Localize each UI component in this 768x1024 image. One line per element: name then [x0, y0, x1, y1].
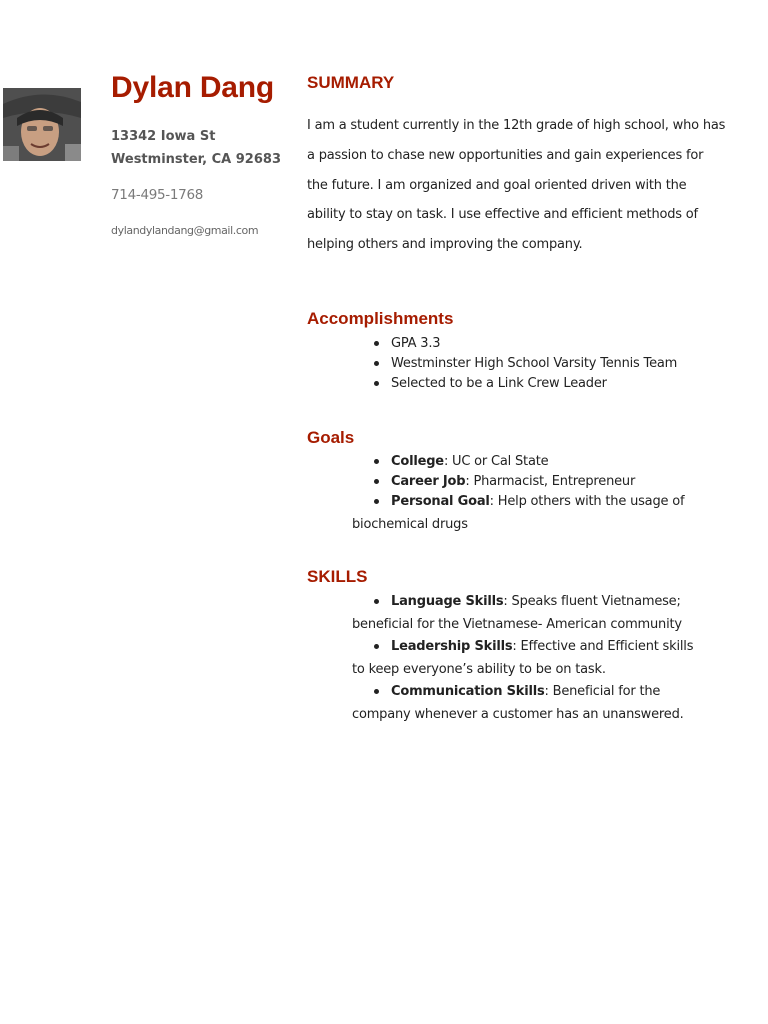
accomplishment-text: GPA 3.3	[391, 336, 441, 351]
accomplishment-text: Westminster High School Varsity Tennis Team	[391, 356, 678, 371]
goals-heading: Goals	[307, 428, 355, 447]
phone-number: 714-495-1768	[111, 187, 204, 203]
skill-text: : Effective and Efficient skills	[512, 639, 694, 654]
summary-heading: SUMMARY	[307, 73, 395, 92]
summary-text: I am a student currently in the 12th grade of high school, who has a passion to chase new opportunities and gain experiences for the future. I am organized and goal oriented driven with the ability to stay on task. I use effective and efficient methods of helping others and improving the company.	[307, 118, 726, 253]
skill-text: : Speaks fluent Vietnamese;	[503, 594, 681, 609]
skill-label: Communication Skills	[391, 684, 545, 699]
accomplishments-heading: Accomplishments	[307, 309, 454, 328]
bullet-icon	[374, 689, 379, 694]
list-item	[352, 452, 732, 472]
skills-heading: SKILLS	[307, 567, 368, 586]
address-street: 13342 Iowa St	[111, 129, 216, 144]
list-item	[352, 492, 732, 535]
email-address: dylandylandang@gmail.com	[111, 224, 259, 237]
bullet-icon	[374, 479, 379, 484]
bullet-icon	[374, 499, 379, 504]
list-item	[352, 591, 732, 636]
skill-label: Language Skills	[391, 594, 504, 609]
bullet-icon	[374, 381, 379, 386]
list-item	[352, 334, 732, 354]
bullet-icon	[374, 599, 379, 604]
skills-list	[352, 591, 732, 726]
goal-text: : UC or Cal State	[443, 454, 549, 469]
bullet-icon	[374, 361, 379, 366]
goal-continuation: biochemical drugs	[352, 517, 468, 532]
goals-list	[352, 452, 732, 535]
skill-continuation: beneficial for the Vietnamese- American community	[352, 616, 682, 632]
address-city: Westminster, CA 92683	[111, 152, 281, 167]
skill-text: : Beneficial for the	[544, 684, 661, 699]
accomplishments-list	[352, 334, 732, 394]
list-item	[352, 374, 732, 394]
goal-label: Career Job	[391, 474, 466, 489]
goal-label: College	[391, 454, 444, 469]
goal-label: Personal Goal	[391, 494, 490, 509]
skill-continuation: to keep everyone’s ability to be on task.	[352, 661, 606, 677]
goal-text: : Pharmacist, Entrepreneur	[465, 474, 636, 489]
skill-label: Leadership Skills	[391, 639, 513, 654]
bullet-icon	[374, 644, 379, 649]
bullet-icon	[374, 341, 379, 346]
accomplishment-text: Selected to be a Link Crew Leader	[391, 376, 607, 391]
list-item	[352, 636, 732, 681]
bullet-icon	[374, 459, 379, 464]
goal-text: : Help others with the usage of	[489, 494, 685, 509]
list-item	[352, 354, 732, 374]
profile-photo	[3, 88, 81, 161]
list-item	[352, 472, 732, 492]
skill-continuation: company whenever a customer has an unanswered.	[352, 706, 684, 722]
resume-name: Dylan Dang	[111, 71, 275, 104]
list-item	[352, 681, 732, 726]
